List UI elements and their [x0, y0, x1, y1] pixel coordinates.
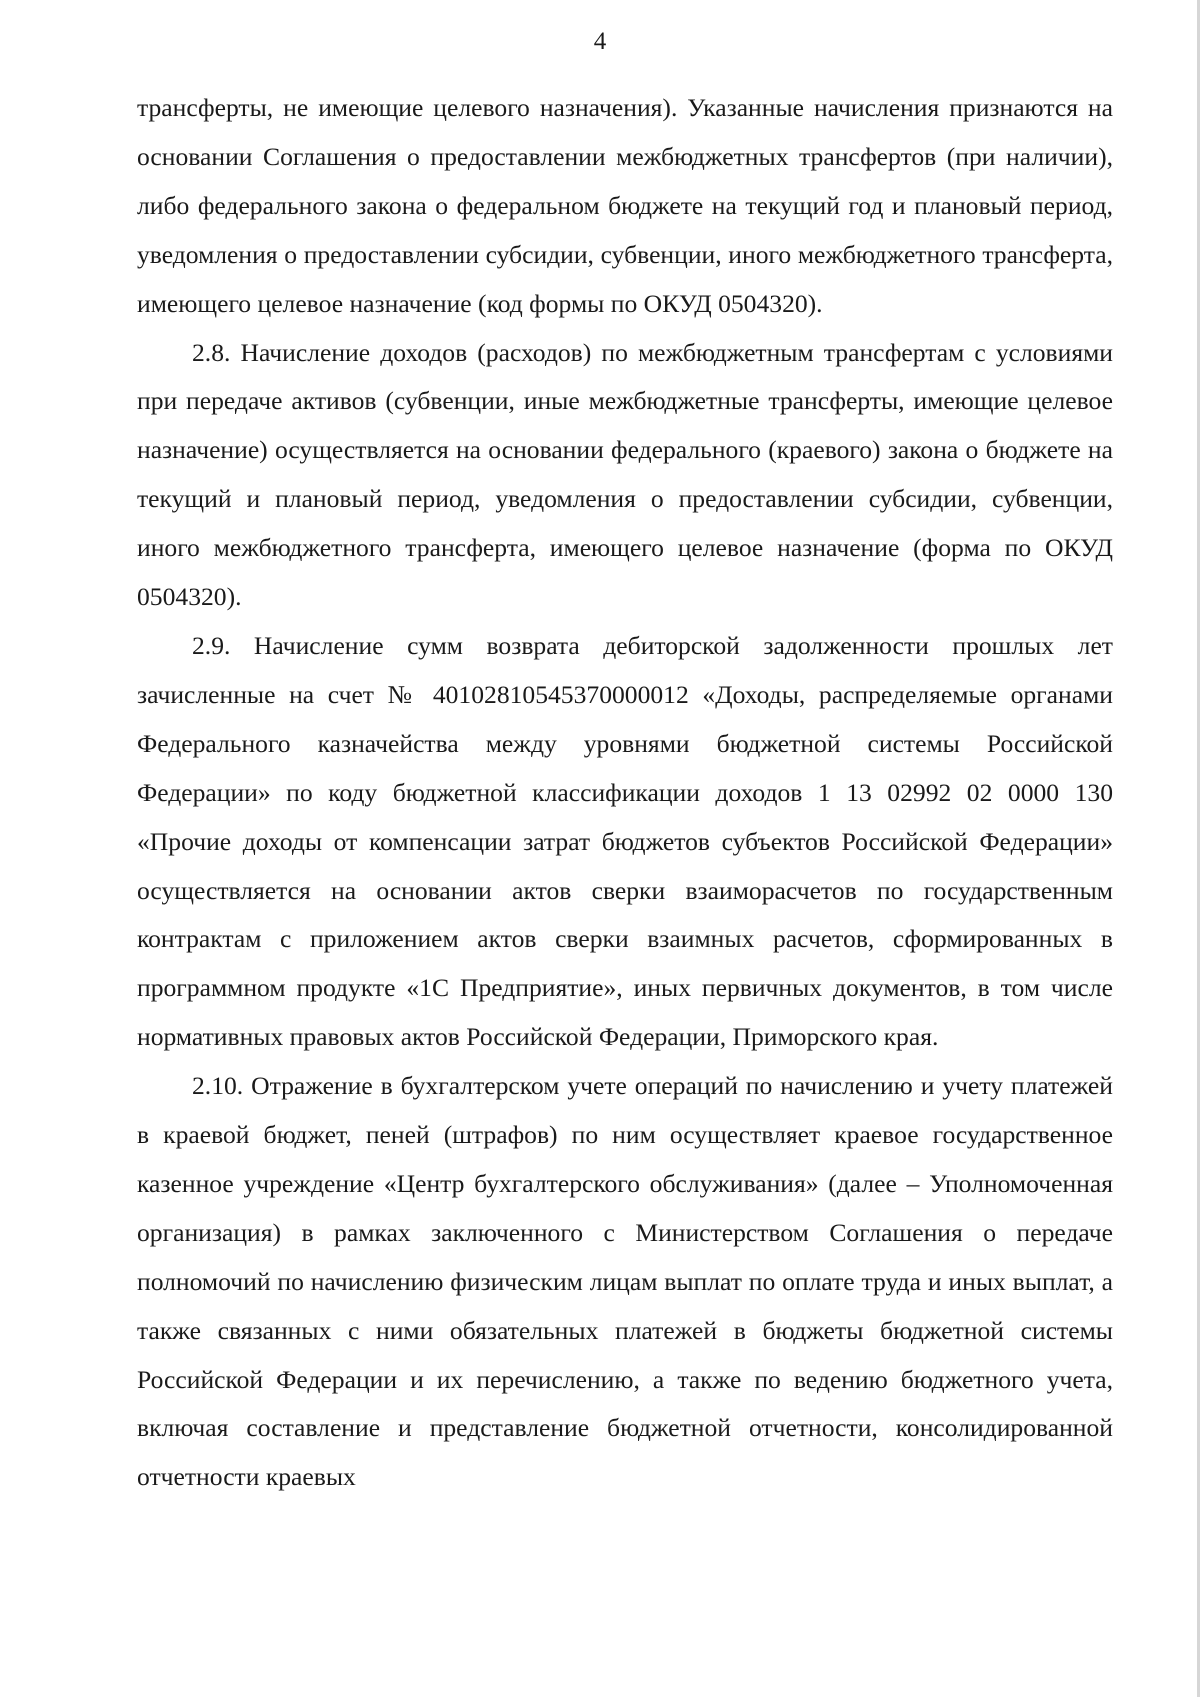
paragraph-2-10: 2.10. Отражение в бухгалтерском учете операций по начислению и учету платежей в краевой бюджет, пеней (штрафов) по ним осуществляет краевое государственное казенное учреждение «Центр бухгалтерского обслуживания» (далее – Уполномоченная организация) в рамках заключенного с Министерством Соглашения о передаче полномочий по начислению физическим лицам выплат по оплате труда и иных выплат, а также связанных с ними обязательных платежей в бюджеты бюджетной системы Российской Федерации и их перечислению, а также по ведению бюджетного учета, включая составление и представление бюджетной отчетности, консолидированной отчетности краевых — [137, 1071, 1113, 1492]
paragraph-2-9: 2.9. Начисление сумм возврата дебиторской задолженности прошлых лет зачисленные на счет № 40102810545370000012 «Доходы, распределяемые органами Федерального казначейства между уровнями бюджетной системы Российской Федерации» по коду бюджетной классификации доходов 1 13 02992 02 0000 130 «Прочие доходы от компенсации затрат бюджетов субъектов Российской Федерации» осуществляется на основании актов сверки взаиморасчетов по государственным контрактам с приложением актов сверки взаимных расчетов, сформированных в программном продукте «1С Предприятие», иных первичных документов, в том числе нормативных правовых актов Российской Федерации, Приморского края. — [137, 630, 1113, 1052]
paragraph-continuation: трансферты, не имеющие целевого назначения). Указанные начисления признаются на основании Соглашения о предоставлении межбюджетных трансфертов (при наличии), либо федерального закона о федеральном бюджете на текущий год и плановый период, уведомления о предоставлении субсидии, субвенции, иного межбюджетного трансферта, имеющего целевое назначение (код формы по ОКУД 0504320). — [137, 93, 1113, 318]
page-number: 4 — [593, 28, 607, 55]
paragraph-2-8: 2.8. Начисление доходов (расходов) по межбюджетным трансфертам с условиями при передаче активов (субвенции, иные межбюджетные трансферты, имеющие целевое назначение) осуществляется на основании федерального (краевого) закона о бюджете на текущий и плановый период, уведомления о предоставлении субсидии, субвенции, иного межбюджетного трансферта, имеющего целевое назначение (форма по ОКУД 0504320). — [137, 337, 1113, 612]
document-body — [137, 84, 1113, 1502]
